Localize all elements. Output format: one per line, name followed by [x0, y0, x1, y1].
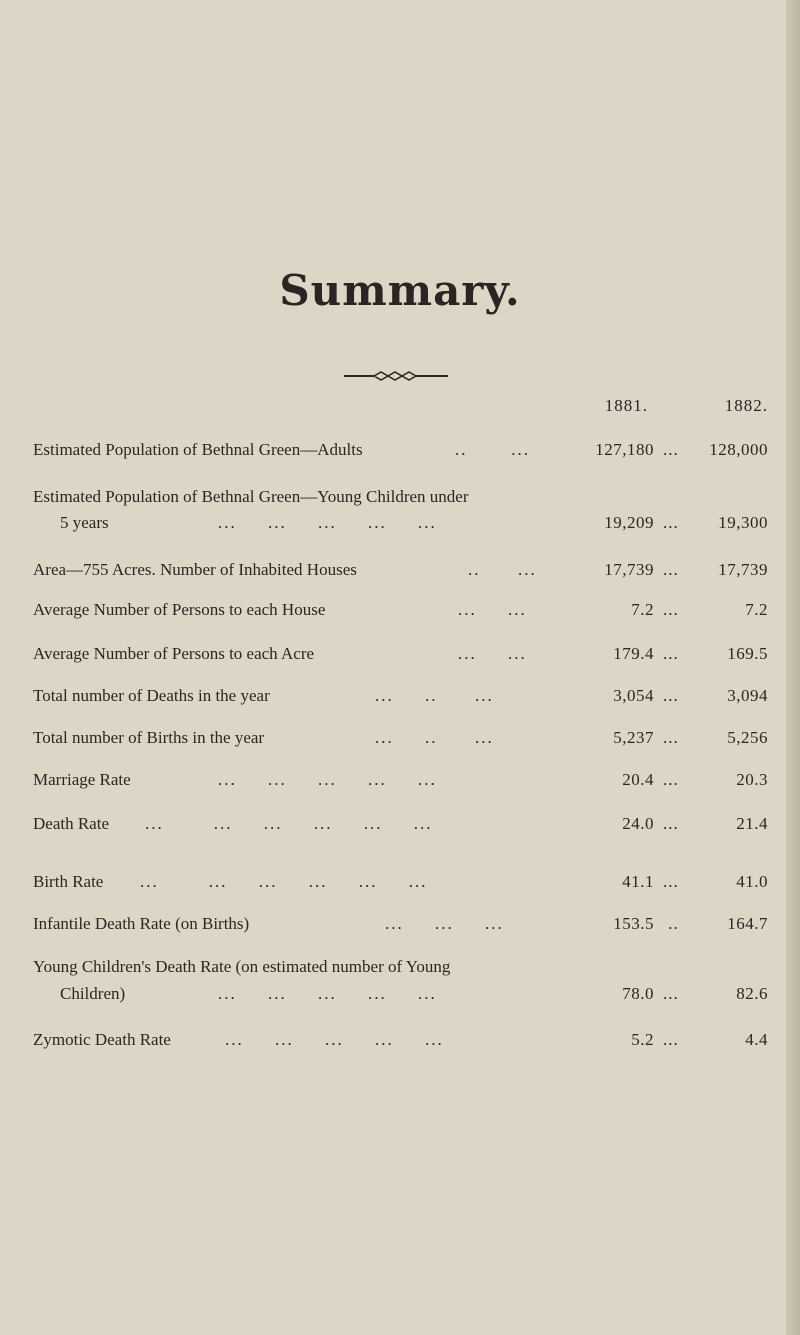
- leader-dots: ... ... ... ... ...: [218, 984, 437, 1003]
- row-label: Estimated Population of Bethnal Green—Adults: [33, 440, 363, 459]
- value-1882: 19,300: [718, 513, 768, 532]
- row-label-continuation: Children): [60, 984, 126, 1003]
- value-1882: 82.6: [736, 984, 768, 1003]
- value-1881: 127,180: [595, 440, 654, 459]
- row-label: Young Children's Death Rate (on estimated number of Young: [33, 957, 451, 976]
- leader-dots: ... .. ...: [375, 686, 494, 705]
- row-label: Death Rate: [33, 814, 109, 833]
- value-1882: 21.4: [736, 814, 768, 833]
- value-1882: 20.3: [736, 770, 768, 789]
- row-label: Total number of Deaths in the year: [33, 686, 270, 705]
- value-1881: 5.2: [631, 1030, 654, 1049]
- leader-dots: ...: [663, 440, 679, 459]
- leader-dots: ...: [663, 600, 679, 619]
- leader-dots: ... .. ...: [375, 728, 494, 747]
- row-label: Infantile Death Rate (on Births): [33, 914, 250, 933]
- leader-dots: ... ... ... ... ... ...: [140, 872, 428, 891]
- leader-dots: ...: [663, 644, 679, 663]
- leader-dots: ... ...: [458, 600, 527, 619]
- row-label: Marriage Rate: [33, 770, 131, 789]
- row-label: Estimated Population of Bethnal Green—Young Children under: [33, 487, 469, 506]
- value-1882: 7.2: [745, 600, 768, 619]
- value-1882: 169.5: [727, 644, 768, 663]
- value-1881: 7.2: [631, 600, 654, 619]
- value-1881: 5,237: [613, 728, 654, 747]
- leader-dots: ...: [663, 984, 679, 1003]
- leader-dots: ... ... ... ... ...: [218, 770, 437, 789]
- value-1881: 19,209: [604, 513, 654, 532]
- leader-dots: ...: [663, 728, 679, 747]
- row-label: Total number of Births in the year: [33, 728, 265, 747]
- value-1881: 153.5: [613, 914, 654, 933]
- value-1882: 4.4: [745, 1030, 768, 1049]
- value-1882: 41.0: [736, 872, 768, 891]
- column-header-1881: 1881.: [604, 396, 648, 415]
- value-1882: 128,000: [709, 440, 768, 459]
- leader-dots: ...: [663, 872, 679, 891]
- row-label: Zymotic Death Rate: [33, 1030, 171, 1049]
- value-1881: 20.4: [622, 770, 654, 789]
- ornament-divider-icon: [344, 370, 448, 382]
- leader-dots: ...: [663, 814, 679, 833]
- column-header-1882: 1882.: [724, 396, 768, 415]
- leader-dots: ...: [663, 513, 679, 532]
- value-1881: 3,054: [613, 686, 654, 705]
- value-1881: 24.0: [622, 814, 654, 833]
- row-label: Average Number of Persons to each Acre: [33, 644, 315, 663]
- row-label-continuation: 5 years: [60, 513, 109, 532]
- value-1882: 164.7: [727, 914, 768, 933]
- value-1881: 78.0: [622, 984, 654, 1003]
- leader-dots: ...: [663, 560, 679, 579]
- leader-dots: ... ... ... ... ... ...: [145, 814, 433, 833]
- row-label: Average Number of Persons to each House: [33, 600, 326, 619]
- row-label: Area—755 Acres. Number of Inhabited Houses: [33, 560, 357, 579]
- value-1881: 41.1: [622, 872, 654, 891]
- leader-dots: .. ...: [468, 560, 537, 579]
- leader-dots: ... ... ... ... ...: [218, 513, 437, 532]
- leader-dots: ... ... ... ... ...: [225, 1030, 444, 1049]
- value-1882: 3,094: [727, 686, 768, 705]
- leader-dots: ..: [663, 914, 679, 933]
- value-1881: 17,739: [604, 560, 654, 579]
- value-1881: 179.4: [613, 644, 654, 663]
- value-1882: 5,256: [727, 728, 768, 747]
- page-title: Summary.: [279, 266, 521, 315]
- leader-dots: ...: [663, 1030, 679, 1049]
- leader-dots: ...: [663, 686, 679, 705]
- page-edge: [786, 0, 800, 1335]
- leader-dots: ... ...: [458, 644, 527, 663]
- leader-dots: ... ... ...: [385, 914, 504, 933]
- leader-dots: .. ...: [455, 440, 530, 459]
- row-label: Birth Rate: [33, 872, 104, 891]
- leader-dots: ...: [663, 770, 679, 789]
- value-1882: 17,739: [718, 560, 768, 579]
